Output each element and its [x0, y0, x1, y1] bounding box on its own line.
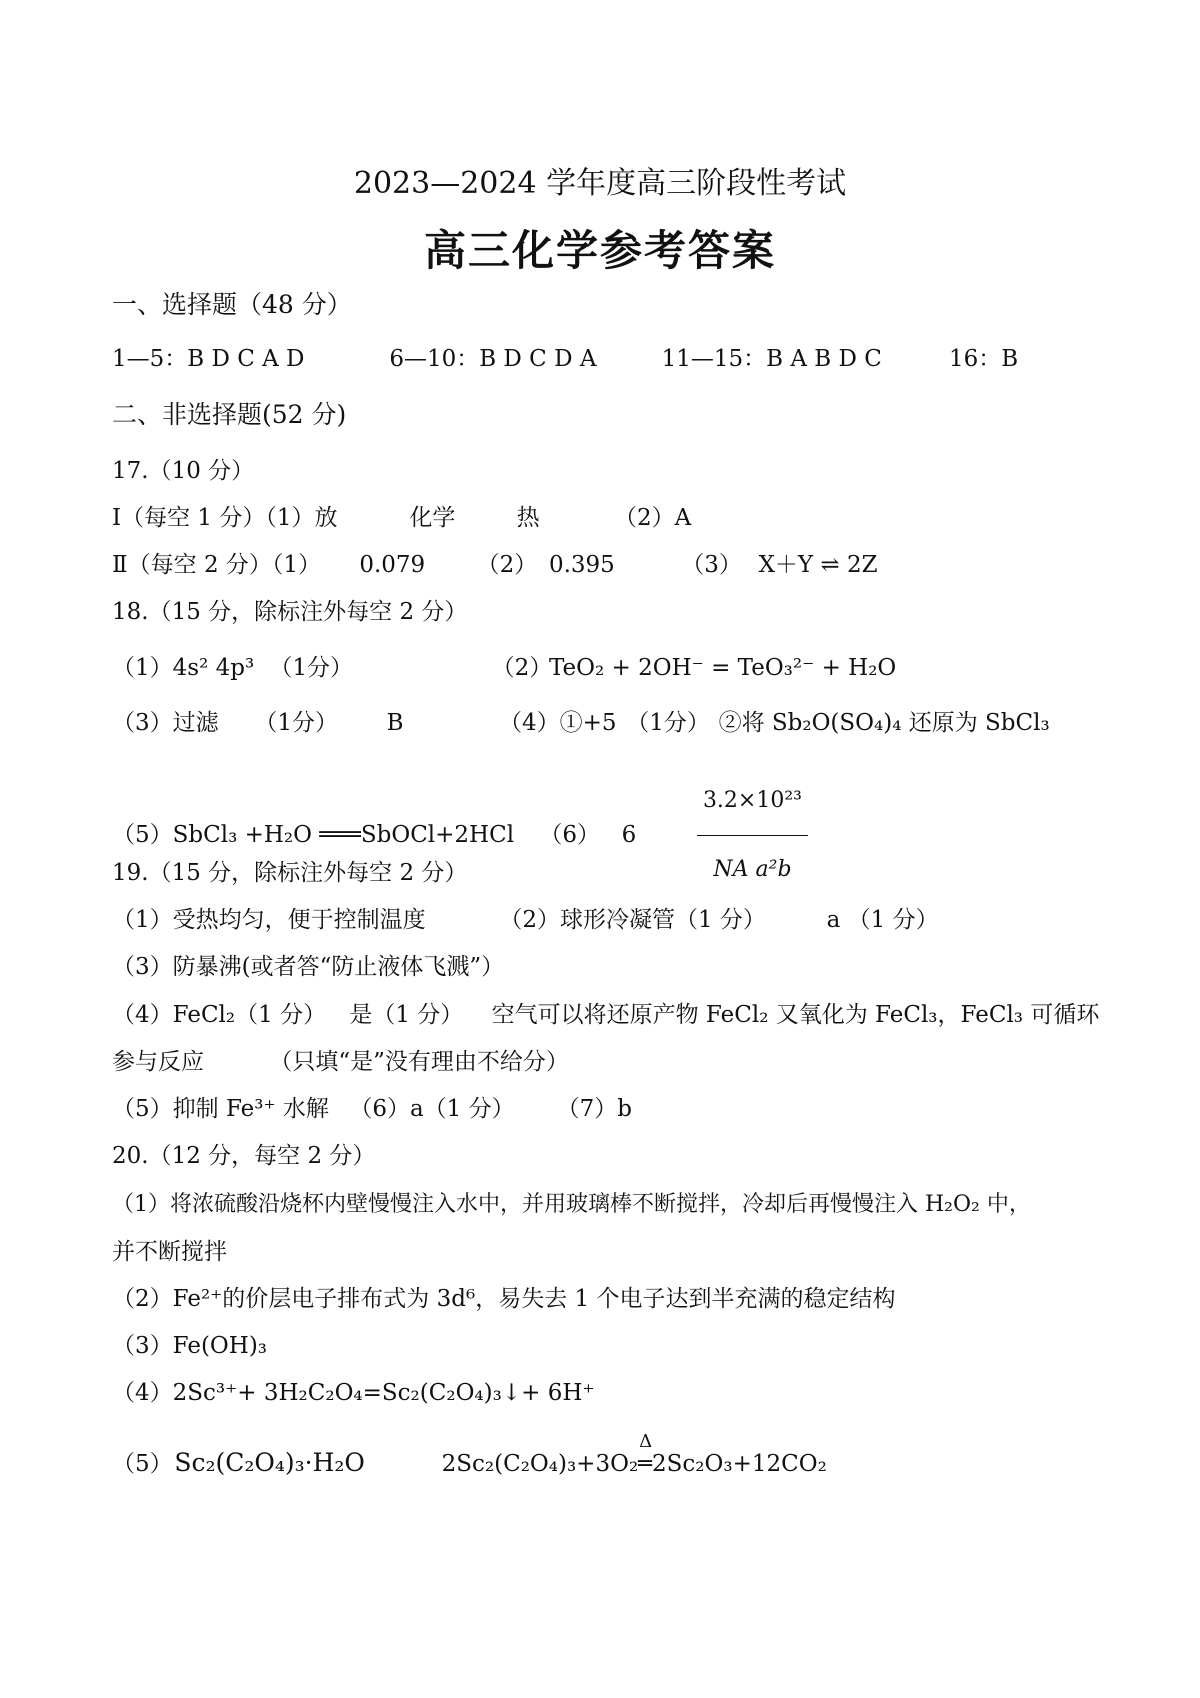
- q19-l1-b: （2）球形冷凝管（1 分）: [499, 907, 766, 933]
- heat-condition-sign: [638, 1431, 653, 1479]
- q19-l3-a: （4）FeCl₂（1 分）: [112, 1002, 327, 1028]
- q19-line5: [112, 1094, 632, 1124]
- mc-group-2: 6—10：B D C D A: [389, 346, 597, 372]
- q20-line2: 并不断搅拌: [112, 1239, 227, 1265]
- q20-line6: [112, 1431, 827, 1479]
- q18-l1-c: （2）: [491, 655, 553, 681]
- q17-p2-c: （2）: [476, 552, 538, 578]
- fraction-numerator: 3.2×10²³: [697, 770, 808, 836]
- q19-l5-c: （7）b: [556, 1096, 632, 1122]
- q18-l3-c: 6: [621, 821, 637, 848]
- q20-l6-c: 2Sc₂(C₂O₄)₃+3O₂: [441, 1451, 639, 1477]
- q19-line2: （3）防暴沸(或者答“防止液体飞溅”）: [112, 954, 505, 980]
- q18-header: 18.（15 分，除标注外每空 2 分）: [112, 599, 468, 625]
- fraction-denominator: NA a²b: [713, 857, 792, 882]
- exam-title: 2023—2024 学年度高三阶段性考试: [353, 166, 847, 201]
- q20-line4: （3）Fe(OH)₃: [112, 1333, 268, 1359]
- equals-sign: ═: [638, 1451, 653, 1477]
- q18-l2-b: （1分）: [254, 710, 338, 736]
- q17-p1-c: 热: [516, 505, 540, 531]
- q17-p2-d: 0.395: [548, 552, 615, 578]
- q17-p2-e: （3）: [681, 552, 742, 578]
- q18-l1-a: （1）4s² 4p³: [112, 655, 255, 681]
- q17-p2-b: 0.079: [359, 552, 426, 578]
- delta-symbol: Δ: [639, 1431, 653, 1452]
- mc-group-3: 11—15：B A B D C: [661, 346, 882, 372]
- q17-p1-b: 化学: [409, 505, 456, 531]
- q17-part1: [112, 503, 691, 533]
- q18-l2-a: （3）过滤: [112, 710, 219, 736]
- q20-l6-b: Sc₂(C₂O₄)₃·H₂O: [174, 1448, 365, 1477]
- mc-answers-row: [112, 344, 1018, 374]
- q19-l3-c: 空气可以将还原产物 FeCl₂ 又氧化为 FeCl₃，FeCl₃ 可循环: [491, 1002, 1100, 1028]
- q19-l5-a: （5）抑制 Fe³⁺ 水解: [112, 1096, 329, 1122]
- q18-l2-e: （1分）: [626, 710, 710, 736]
- q18-l2-d: （4）①+5: [498, 710, 617, 736]
- page-title: 高三化学参考答案: [423, 226, 776, 275]
- q19-l1-a: （1）受热均匀，便于控制温度: [112, 907, 426, 933]
- q18-l3-b: （6）: [539, 821, 600, 848]
- q17-p1-d: （2）A: [613, 505, 692, 531]
- q20-line5: （4）2Sc³⁺+ 3H₂C₂O₄=Sc₂(C₂O₄)₃↓+ 6H⁺: [112, 1380, 595, 1406]
- q20-l6-d: 2Sc₂O₃+12CO₂: [652, 1451, 827, 1477]
- q17-p2-f: X＋Y ⇌ 2Z: [758, 552, 878, 578]
- q18-l2-f: ②将 Sb₂O(SO₄)₄ 还原为 SbCl₃: [718, 710, 1050, 736]
- q19-l3-b: 是（1 分）: [349, 1002, 464, 1028]
- section1-heading: 一、选择题（48 分）: [112, 290, 352, 319]
- q17-header: 17.（10 分）: [112, 458, 255, 484]
- q19-line4: [112, 1047, 569, 1077]
- q20-line1: （1）将浓硫酸沿烧杯内壁慢慢注入水中，并用玻璃棒不断搅拌，冷却后再慢慢注入 H₂O₂ 中，: [112, 1192, 1031, 1217]
- mc-group-1: 1—5：B D C A D: [112, 346, 305, 372]
- q18-l2-c: B: [386, 710, 404, 736]
- q19-l5-b: （6）a（1 分）: [349, 1096, 515, 1122]
- q19-l1-c: a （1 分）: [826, 907, 939, 933]
- q17-p2-a: Ⅱ（每空 2 分）（1）: [112, 552, 322, 578]
- q18-l3-a: （5）SbCl₃ +H₂O ═══SbOCl+2HCl: [112, 821, 515, 848]
- q18-line1: [112, 653, 896, 683]
- q20-line3: （2）Fe²⁺的价层电子排布式为 3d⁶，易失去 1 个电子达到半充满的稳定结构: [112, 1286, 896, 1312]
- q17-part2: [112, 550, 878, 580]
- q20-header: 20.（12 分，每空 2 分）: [112, 1143, 376, 1169]
- q19-line3: [112, 1000, 1099, 1030]
- mc-group-4: 16：B: [948, 346, 1019, 372]
- q17-p1-a: Ⅰ（每空 1 分）（1）放: [112, 505, 338, 531]
- density-fraction: [697, 770, 808, 901]
- q19-line1: [112, 905, 939, 935]
- section2-heading: 二、非选择题(52 分): [112, 400, 347, 429]
- q18-line2: [112, 708, 1050, 738]
- q18-l1-b: （1分）: [269, 655, 353, 681]
- q18-l1-d: TeO₂ + 2OH⁻ = TeO₃²⁻ + H₂O: [548, 655, 897, 681]
- q19-l4-a: 参与反应: [112, 1049, 204, 1075]
- q19-l4-b: （只填“是”没有理由不给分）: [269, 1049, 569, 1075]
- q20-l6-a: （5）: [112, 1451, 173, 1477]
- q19-header: 19.（15 分，除标注外每空 2 分）: [112, 860, 468, 886]
